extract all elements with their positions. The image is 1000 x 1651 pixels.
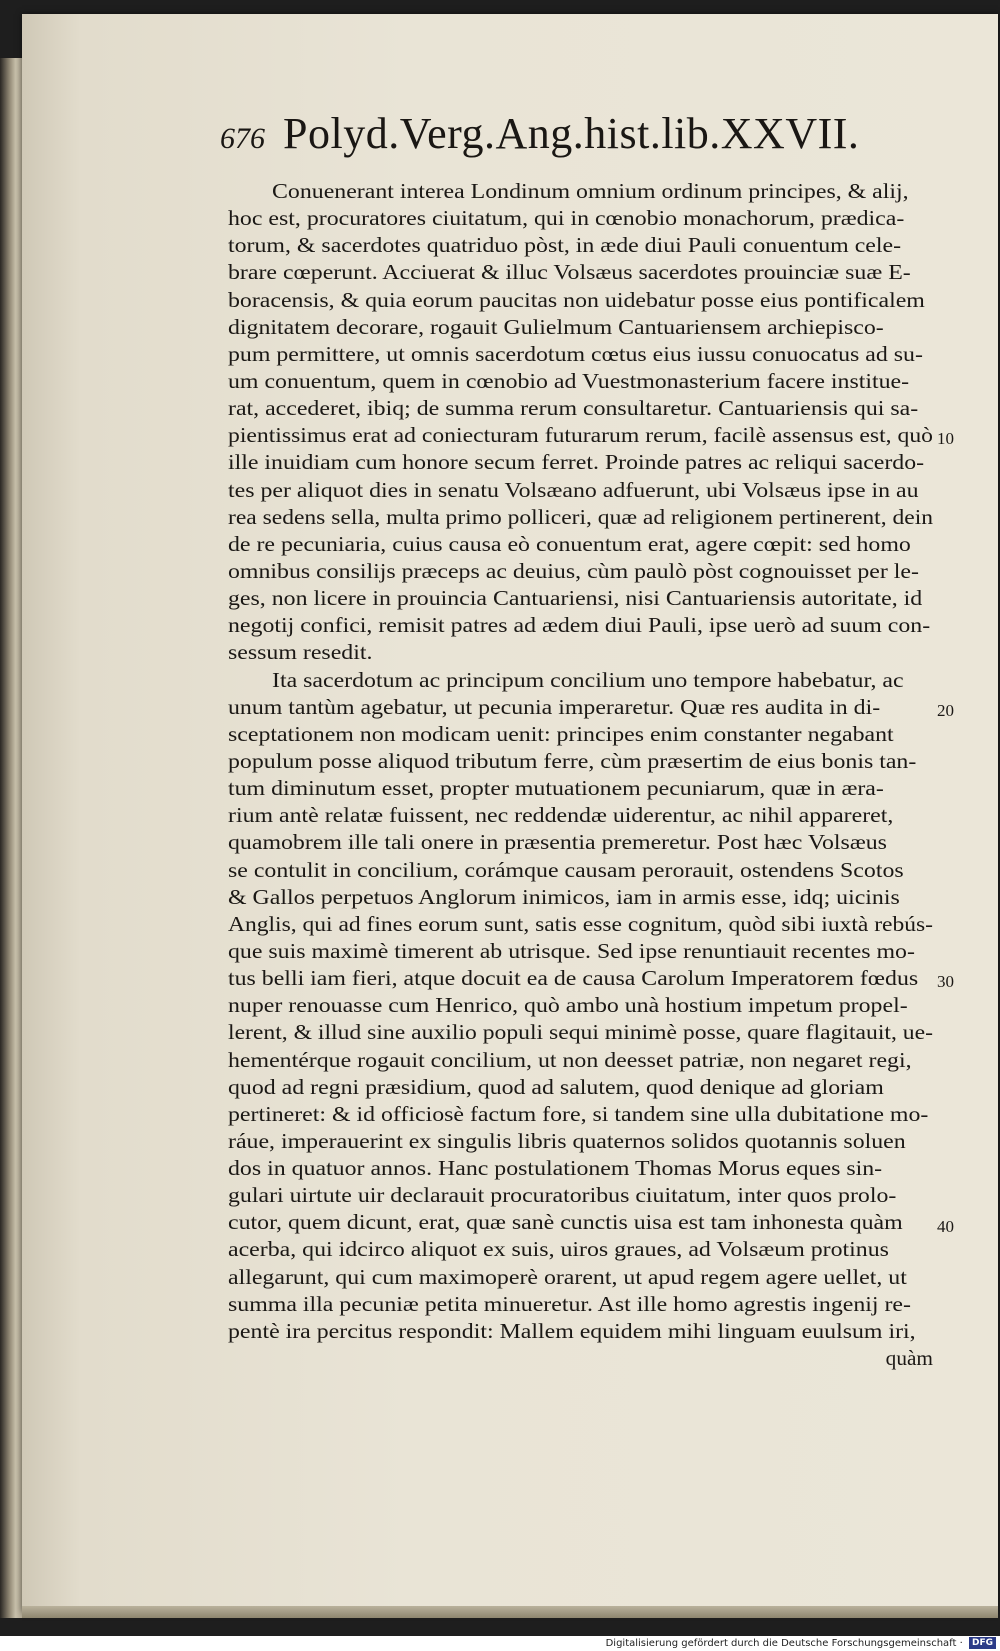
body-text <box>228 178 933 1372</box>
footer-bar <box>0 1636 1000 1651</box>
text-line: hementérque rogauit concilium, ut non deesset patriæ, non negaret regi, <box>228 1047 912 1072</box>
text-line: pientissimus erat ad coniecturam futurarum rerum, facilè assensus est, quò <box>228 423 933 448</box>
margin-line-number: 10 <box>937 429 954 449</box>
text-line: nuper renouasse cum Henrico, quò ambo unà hostium impetum propel- <box>228 993 908 1018</box>
text-line: pentè ira percitus respondit: Mallem equidem mihi linguam euulsum iri, <box>228 1318 916 1343</box>
text-line: dos in quatuor annos. Hanc postulationem Thomas Morus eques sin- <box>228 1156 883 1181</box>
margin-line-number: 40 <box>937 1216 954 1236</box>
text-line: populum posse aliquod tributum ferre, cùm præsertim de eius bonis tan- <box>228 748 917 773</box>
text-line: cutor, quem dicunt, erat, quæ sanè cunctis uisa est tam inhonesta quàm <box>228 1210 903 1235</box>
text-line: quàm <box>885 1346 933 1371</box>
text-line: unum tantùm agebatur, ut pecunia imperaretur. Quæ res audita in di- <box>228 694 881 719</box>
text-line: & Gallos perpetuos Anglorum inimicos, iam in armis esse, idq; uicinis <box>228 884 900 909</box>
text-line: rea sedens sella, multa primo polliceri, quæ ad religionem pertinerent, dein <box>228 504 934 529</box>
margin-line-number: 30 <box>937 972 954 992</box>
text-line: gulari uirtute uir declarauit procuratoribus ciuitatum, inter quos prolo- <box>228 1183 897 1208</box>
page-number: 676 <box>220 122 265 155</box>
book-bottom-edge <box>22 1606 998 1618</box>
text-line: Ita sacerdotum ac principum concilium uno tempore habebatur, ac <box>272 667 904 692</box>
text-line: lerent, & illud sine auxilio populi sequi minimè posse, quare flagitauit, ue- <box>228 1020 933 1045</box>
text-line: torum, & sacerdotes quatriduo pòst, in æde diui Pauli conuentum cele- <box>228 233 902 258</box>
text-line: Anglis, qui ad fines eorum sunt, satis esse cognitum, quòd sibi iuxtà rebús- <box>228 911 933 936</box>
text-line: pertineret: & id officiosè factum fore, si tandem sine ulla dubitatione mo- <box>228 1101 929 1126</box>
margin-line-number: 20 <box>937 700 954 720</box>
text-line: negotij confici, remisit patres ad ædem diui Pauli, ipse uerò ad suum con- <box>228 613 931 638</box>
running-head <box>220 108 920 159</box>
text-line: dignitatem decorare, rogauit Gulielmum Cantuariensem archiepisco- <box>228 314 884 339</box>
footer-credit-text: Digitalisierung gefördert durch die Deutsche Forschungsgemeinschaft · <box>605 1638 963 1649</box>
text-line: acerba, qui idcirco aliquot ex suis, uiros graues, ad Volsæum protinus <box>228 1237 889 1262</box>
text-line: ráue, imperauerint ex singulis libris quaternos solidos quotannis soluen <box>228 1128 906 1153</box>
text-line: quod ad regni præsidium, quod ad salutem, quod denique ad gloriam <box>228 1074 884 1099</box>
text-line: ges, non licere in prouincia Cantuariensi, nisi Cantuariensis autoritate, id <box>228 586 923 611</box>
text-line: tum diminutum esset, propter mutuationem pecuniarum, quæ in æra- <box>228 776 884 801</box>
text-line: pum permittere, ut omnis sacerdotum cœtus eius iussu conuocatus ad su- <box>228 341 923 366</box>
text-line: ille inuidiam cum honore secum ferret. Proinde patres ac reliqui sacerdo- <box>228 450 925 475</box>
text-line: allegarunt, qui cum maximoperè orarent, ut apud regem agere uellet, ut <box>228 1264 907 1289</box>
text-line: sceptationem non modicam uenit: principes enim constanter negabant <box>228 721 894 746</box>
footer-credit <box>606 1636 996 1651</box>
running-title: Polyd.Verg.Ang.hist.lib.XXVII. <box>283 109 860 158</box>
text-line: de re pecuniaria, cuius causa eò conuentum erat, agere cœpit: sed homo <box>228 531 911 556</box>
text-line: brare cœperunt. Acciuerat & illuc Volsæus sacerdotes prouinciæ suæ E- <box>228 260 911 285</box>
text-line: se contulit in concilium, corámque causam perorauit, ostendens Scotos <box>228 857 904 882</box>
text-line: boracensis, & quia eorum paucitas non uidebatur posse eius pontificalem <box>228 287 925 312</box>
text-line: hoc est, procuratores ciuitatum, qui in cœnobio monachorum, prædica- <box>228 206 905 231</box>
text-line: rium antè relatæ fuissent, nec reddendæ uiderentur, ac nihil appareret, <box>228 803 894 828</box>
text-line: quamobrem ille tali onere in præsentia premeretur. Post hæc Volsæus <box>228 830 887 855</box>
text-line: Conuenerant interea Londinum omnium ordinum principes, & alij, <box>272 179 909 203</box>
text-line: sessum resedit. <box>228 640 373 665</box>
text-line: tus belli iam fieri, atque docuit ea de causa Carolum Imperatorem fœdus <box>228 966 919 991</box>
dfg-logo: DFG <box>969 1637 996 1649</box>
text-line: omnibus consilijs præceps ac deuius, cùm paulò pòst cognouisset per le- <box>228 558 919 583</box>
text-line: tes per aliquot dies in senatu Volsæano adfuerunt, ubi Volsæus ipse in au <box>228 477 919 502</box>
text-line: summa illa pecuniæ petita minueretur. Ast ille homo agrestis ingenij re- <box>228 1291 911 1316</box>
text-line: um conuentum, quem in cœnobio ad Vuestmonasterium facere institue- <box>228 368 910 393</box>
text-line: rat, accederet, ibiq; de summa rerum consultaretur. Cantuariensis qui sa- <box>228 396 919 421</box>
text-line: que suis maximè timerent ab utrisque. Sed ipse renuntiauit recentes mo- <box>228 938 915 963</box>
